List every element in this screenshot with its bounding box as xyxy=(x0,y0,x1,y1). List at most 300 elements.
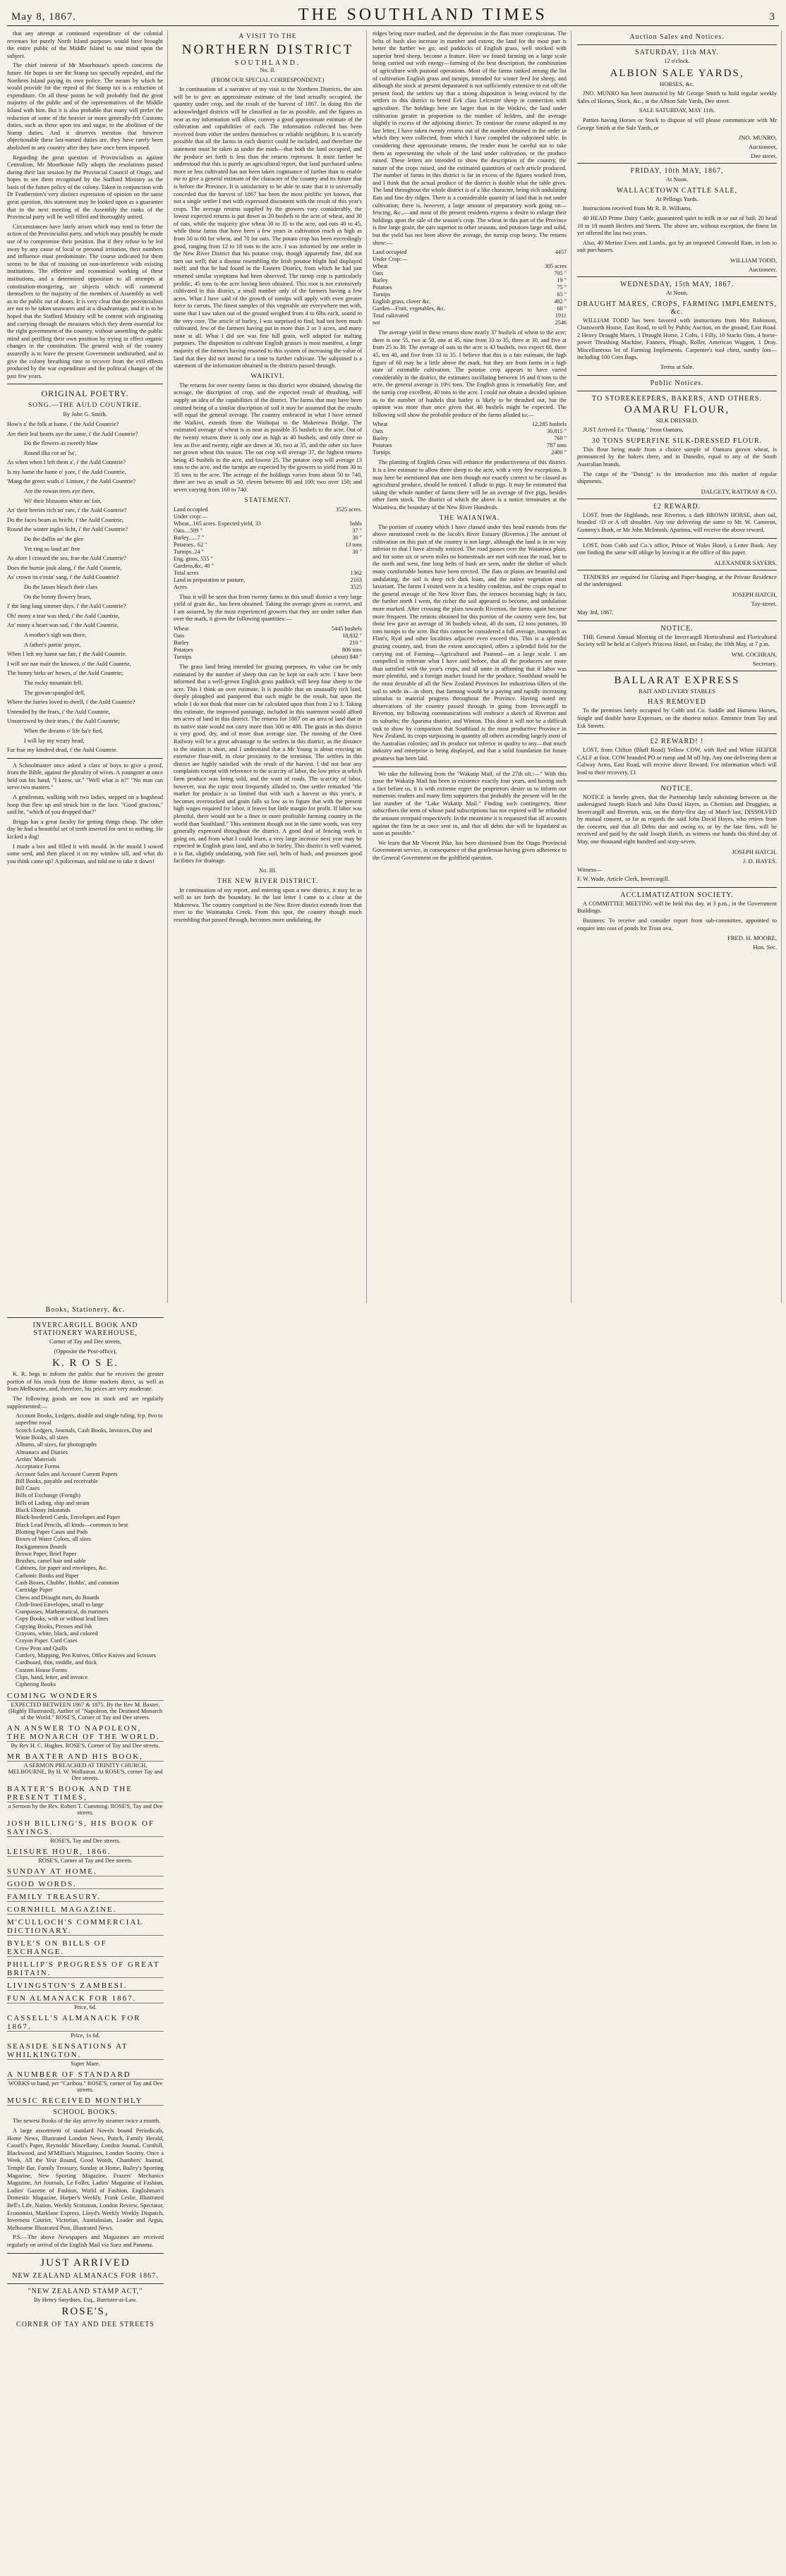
table-row xyxy=(373,305,567,312)
ad-text: The newest Books of the day arrive by steamer twice a month. xyxy=(13,2118,161,2125)
table-row xyxy=(174,584,362,591)
ad-text: 40 HEAD Prime Dairy Cattle, guaranteed quiet to milk in or out of bail; 20 head 10 to 18 month Heifers and Steers. The above are, without exception, the finest lot yet offered the last two years. xyxy=(577,214,777,237)
poetry-heading: ORIGINAL POETRY. xyxy=(41,389,129,399)
row-label: Gardens,&c, 40 " xyxy=(174,562,214,569)
sale-date: SATURDAY, 11th MAY. xyxy=(635,49,719,56)
poem-line: The gowan-spangled dell, xyxy=(24,689,85,696)
stock-item: Bill Cases xyxy=(16,1485,40,1492)
poem-line: Do the faces beam as bricht, i' the Auld Countrie, xyxy=(7,516,124,523)
divider xyxy=(577,44,777,45)
quantities-table xyxy=(174,625,362,661)
book-title: BYLE'S ON BILLS OF EXCHANGE. xyxy=(7,1939,164,1957)
row-value: 60 " xyxy=(557,305,567,312)
article-part: No. II. xyxy=(260,67,276,73)
stock-item: Cartridge Paper xyxy=(16,1587,53,1594)
book-title: MR BAXTER AND HIS BOOK, xyxy=(7,1752,164,1762)
row-value: 2163 xyxy=(350,576,362,583)
poem-line: As' crown its e'enin' sang, i' the Auld Countrie? xyxy=(7,574,119,581)
editorial-paragraph: The chief interest of Mr Moorhouse's speech concerns the future. He hopes to see the Stamp tax specially repealed, and the Northern Island paying its own police. The means by which he would provide for the repeal of the Stamp tax is a reduction of expenditure. On all these points he will probably find the great majority of the public and of the representatives of the Middle Island with him. But it is also probable that many will prefer the reduction of some of the heavier or more generally-felt Customs duties, such as those upon tea and sugar, to the abolition of the Stamp duties. And it deserves mention that however objectionable these last-named duties are, they have rarely been abolished in any country after they have once been imposed. xyxy=(7,62,163,151)
row-label: Wheat...165 acres. Expected yield, 33 xyxy=(174,520,261,527)
anecdote: A gentleman, walking with two ladies, stepped on a hogshead hoop that flew up and struck him in the face. "Good gracious," said he, "which of you dropped that?" xyxy=(7,794,163,816)
section-text: The grass land being intended for grazing purposes, its value can be only estimated by the number of sheep that can be kept on each acre. I have been informed that a well-grown English grass paddock will keep four sheep to the acre. This I think an over estimate. It is possible that on unusually rich land, deeply ploughed and pampered that such might be the result, but upon the whole I do not think that more can be calculated upon than from 2 to 3. Taking this estimate, the improved pasturage, included in this statement would afford ten acres of land in this district. The returns for 1867 on an area of land that in its native state would not carry more than 300 or 400. The grain in this district is very good, dry, and of more than average size. The running of the Oreti Railway will be a great advantage to the settlers in this district, as the distance to the station is short, and I understand that a Mr Young is about erecting an extensive flour-mill, in close proximity to the terminus. The settlers in this district are highly satisfied with the result of the harvest. I did not hear any complaints except with reference to the scarcity of labor, the low price at which farm produce was being sold, and the want of roads. The scarcity of labor, however, was the topic most frequently alluded to. One settler remarked "the market for produce is so limited that with such a harvest as this year's, it becomes overstocked and grain falls so low as to figure that with the present high wages required for labor, it leaves but little margin for profit. If labor was plentiful, there would not be a finer or more profitable farming country in the world than Southland." This sentiment though not in the same words, was very generally expressed throughout the district. A good deal of fencing work is going on, and from what I could learn, a very large increase next year may be expected in English grass land, and also in barley. This district is well watered, it is flat, slightly undulating, with fine soil, belts of bush, and possesses good facilities for drainage. xyxy=(174,664,362,865)
row-label: Barley......7 " xyxy=(174,534,205,541)
table-row xyxy=(373,319,567,326)
row-label: Eng. grass, 555 " xyxy=(174,555,213,562)
ad-text: To the premises lately occupied by Cobb and Co. Saddle and Harness Horses, Single and double horse Expresses, on the shortest notice. Entrance from Tay and Esk Streets. xyxy=(577,707,777,729)
stock-item: Albums, all sizes, for photographs xyxy=(16,1441,97,1448)
song-title: SONG.—THE AULD COUNTRIE. xyxy=(28,402,143,410)
stock-item: Crayon Paper. Card Cases xyxy=(16,1637,78,1644)
ad-text: Business: To receive and consider report from sub-committee, appointed to enquire into cost of ponds for Trout ova. xyxy=(577,917,777,932)
divider xyxy=(577,163,777,164)
book-title: MUSIC RECEIVED MONTHLY xyxy=(7,2096,164,2106)
ad-text: Instructions received from Mr R. B. Williams. xyxy=(583,205,692,212)
poem-line: When the dreams o' life ha'e fied, xyxy=(24,727,104,734)
section-title: THE WAIANIWA. xyxy=(439,514,500,522)
column-editorial xyxy=(7,30,168,1303)
book-title: CORNHILL MAGAZINE. xyxy=(7,1905,164,1915)
poem-line: Does the burnie jouk alang, i' the Auld Countrie, xyxy=(7,564,122,571)
article-paragraph: In continuation of a narrative of my visit to the Northern Districts, the aim will be to give an approximate estimate of the land actually occupied, the quantity under crop, and the result of the harvest of 1867. In doing this the acknowledged districts will be classified as far as possible, and the figures as near as my information will allow, convey a good approximate estimate of the cultivation and capabilities of each. The information collected has been received from either the settlers themselves or reliable neighbors. It is scarcely possible that all the farms in each district could be included, and therefore the statement must be taken as under the mark—that both the land occupied, and the produce set forth is less than the returns represent. It must farther be understood that this is purely an agricultural report, that land purchased unless more or less cultivated has not been taken cognisance of farther than to enable me to give a general estimate of the character of the country and its future that is before the Province. It is satisfactory to be able to state that it is universally conceded that the harvest of 1867 has been the most prolific yet known, that not a single settler I met with expressed discontent with the result of this year's crops. The average returns supplied by the growers vary considerably, the lowest expected returns is put down as 20 bushels to the acre of wheat, and 30 of oats, while the majority give wheat 30 to 35 to the acre, and oats 40 to 45, while those farms that have been a few years in cultivation reach as high as from 50 to 60 for wheat, and 70 for oats. The potato crop has been exceedingly good, ranging from 12 to 18 tons to the acre. I was informed by one settler in the New River District that his potatoe crop, though apparently fine, did not turn out well; that a disease resembling the Irish potatoe blight had displayed itself; and that he had found in the Eastern District, from which he had just returned similar symptoms had been observed. The turnip crop is particularly prolific, 45 tons to the acre having been obtained. This root is not extensively cultivated in this district, a small number only of the farmers having a few acres. What I have said of the growth of turnips will apply with even greater force to carrots. The finest samples of this vegetable are everywhere met with, some that I saw taken out of the ground weighed from 4 to 6lbs each, sound to the very core. The article of barley, I was surprised to find, had not been much cultivated, few of the farmers having put in more than 2 or 3 acres, and many none at all. What I did see was fine full grain, well adapted for malting purposes. The disposition to cultivate English grasses is most manifest, a large majority of the farmers having resorted to this system of increasing the value of land that they did not intend for a time to further cultivate. The subjoined is a statement of the information obtained in the districts passed through. xyxy=(174,86,362,370)
row-value: 37 " xyxy=(352,527,362,534)
book-title: PHILLIP'S PROGRESS OF GREAT BRITAIN. xyxy=(7,1960,164,1978)
ad-address: CORNER OF TAY AND DEE STREETS xyxy=(16,2321,155,2329)
signature: JNO. MUNRO, xyxy=(738,134,777,142)
page-number: 3 xyxy=(769,11,775,23)
poem-line: Yet ring as loud an' free xyxy=(24,545,80,552)
ad-text: K. R. begs to inform the public that he receives the greater portion of his stock from the Home markets direct, as well as from Melbourne, and, therefore, his prices are very moderate. xyxy=(7,1371,164,1393)
masthead xyxy=(7,6,779,26)
stock-item: Bill Books, payable and receivable xyxy=(16,1477,98,1484)
signature-location: Dee street. xyxy=(751,152,777,160)
table-row xyxy=(174,633,362,640)
row-label: Barley xyxy=(373,435,388,442)
poem-line: Where the fairies loved to dwell, i' the Auld Countrie? xyxy=(7,699,135,706)
book-detail: Price, 6d. xyxy=(74,2004,97,2011)
poem-line: 'Mang the green wuds o' Lintore, i' the Auld Countrie? xyxy=(7,478,136,485)
sale-time: At Noon. xyxy=(665,176,689,183)
book-title: JOSH BILLING'S, HIS BOOK OF SAYINGS. xyxy=(7,1819,164,1837)
signature: JOSEPH HATCH, xyxy=(732,590,777,598)
ad-title: ALBION SALE YARDS, xyxy=(610,67,744,79)
stock-item: Carbonic Books and Paper xyxy=(16,1572,79,1579)
table-row xyxy=(373,284,567,291)
stock-item: Copying Books, Presses and Ink xyxy=(16,1623,92,1630)
row-label: Wheat xyxy=(174,625,189,633)
row-label: Wheat xyxy=(373,421,388,428)
ad-subtitle: BAIT AND LIVERY STABLES xyxy=(639,688,715,695)
statement-table xyxy=(174,506,362,591)
row-label: Turnips xyxy=(373,291,391,298)
table-row xyxy=(174,625,362,633)
stock-item: Crow Pens and Quills xyxy=(16,1644,68,1652)
book-detail: By Rev H. C. Hughes. ROSE'S, Corner of Tay and Dee streets. xyxy=(11,1742,160,1750)
poem-line: The bonny birks an' howes, o' the Auld Countrie; xyxy=(7,670,123,677)
book-title: FAMILY TREASURY. xyxy=(7,1893,164,1902)
table-row xyxy=(373,435,567,442)
ad-title: TO STOREKEEPERS, BAKERS, AND OTHERS. xyxy=(592,394,762,403)
signature: JOSEPH HATCH. xyxy=(732,848,777,855)
section-text: The returns for over twenty farms in this district were obtained, showing the acreage, the discription of crop, and the expected result of thrashing, will supply an idea of the capabilities of the district. The farms that may have been omitted being of a similar discription of soil it may be assumed that the results will equal the general average. The country embraced in what I have termed the Waikivi, extends from the Waihopai to the Makerewa Bridge. The estimated average of wheat is as near as possible 35 bushels to the acre. Out of the twenty returns there is only one as high as 40 bushels, and only three so low as five and twenty, eight are down at 30, two at 35, and the other six have not grown wheat this season. The oat crop will average 37, the highest returns being 45 bushels to the acre, and lowest 25. The potatoe crop will average 13 tons to the acre, and the turnips are expected by the growers to yield from 30 to 35 tons to the acre. The acreage of the holdings varies from about 50 to 740, there are two as small as 50, eleven between 80 and 100; two over 150; and seven varying from 160 to 740. xyxy=(174,381,362,494)
book-detail: EXPECTED BETWEEN 1867 & 1875. By the Rev M. Baxter, (Highly Illustrated), Author of "Napoleon, the Destined Monarch of the World." ROSE'S, Corner of Tay and Dee streets. xyxy=(8,1702,163,1721)
row-value: 3525 acres. xyxy=(335,506,362,513)
stock-item: Crayons, white, black, and colored xyxy=(16,1630,98,1637)
ad-title: JUST ARRIVED xyxy=(40,2257,131,2269)
signature: J. D. HAYES. xyxy=(742,857,777,865)
newspaper-title: THE SOUTHLAND TIMES xyxy=(298,6,548,24)
poem-line: I will lay my weary head, xyxy=(24,737,85,744)
stock-item: Copy Books, with or without lead lines xyxy=(16,1616,109,1623)
ad-text: THE General Annual Meeting of the Invercargill Horticultural and Floricultural Society will be held at Colyer's Princess Hotel, on Friday, the 10th May, at 7 p.m. xyxy=(577,633,777,648)
book-title: SEASIDE SENSATIONS AT WHILKINGTON. xyxy=(7,2042,164,2060)
signature-location: Tay-street. xyxy=(751,599,777,607)
poem-line: The rocky mountain fell, xyxy=(24,679,83,686)
table-row xyxy=(174,520,362,527)
column-notices xyxy=(577,30,782,1303)
book-title: BAXTER'S BOOK AND THE PRESENT TIMES, xyxy=(7,1785,164,1802)
article-heading: A VISIT TO THE xyxy=(238,33,297,40)
table-row xyxy=(174,654,362,661)
stock-item: Scotch Ledgers, Journals, Cash Books, Invoices, Day and Waste Books, all sizes xyxy=(16,1427,152,1441)
table-row xyxy=(373,449,567,456)
table-row xyxy=(174,647,362,654)
book-title: A NUMBER OF STANDARD xyxy=(7,2070,164,2080)
ad-title: £2 REWARD! ! xyxy=(650,738,704,746)
anecdote: A Schoolmaster once asked a class of boys to give a proof, from the Bible, against the plurality of wives. A youngster at once held out his hand, "I know, sir." "Well what is it?" "No man can serve two masters." xyxy=(7,762,163,791)
ad-title: HAS REMOVED xyxy=(648,698,706,707)
section-text: Thus it will be seen that from twenty farms in this small district a very large yield of grain &c., has been obtained. Taking the average given as correct, and I am assured, by the most experienced growers that they are under rather than over the mark, it gives the following quantities:— xyxy=(174,593,362,623)
row-value: 3525 xyxy=(350,583,362,590)
row-label: Land occupied xyxy=(373,249,407,256)
poem-line: Round the winter ingles licht, i' the Auld Countrie? xyxy=(7,526,128,533)
ad-text: LOST, from the Highlands, near Riverton, a dark BROWN HORSE, short tail, branded ↑D or A off shoulder. Any one delivering the same to Mr. W. Cameron, Gummy's Bush, or Mr John McIntosh, Aparima, will receive the above reward. xyxy=(577,511,777,533)
row-value: 19 " xyxy=(557,277,567,284)
sale-date: WEDNESDAY, 15th MAY, 1867. xyxy=(619,280,734,288)
stock-item: Bills of Lading, ship and steam xyxy=(16,1499,90,1506)
editorial-paragraph: Circumstances have lately arisen which may tend to fetter the action of the Provincialist party, and which may possibly be made use of to compromise their position. But if they refuse to be led away by any cause of local or personal irritation, their numbers and influence must predominate. The course indicated for them seems to be that of insisting on non-interference with existing institutions. The effective and economical working of these institutions, and a determined opposition to all attempts at constitution-mongering, are objects which will commend themselves to the majority of the members of Assembly as well as to the public out of doors. It is very clear that the provincialists are not to be taken unawares and at a disadvantage, and it is to be hoped that the Stafford Ministry will be content with originating and carrying through the measures which they deem essential for the right government of the country, without unsettling the public mind and perilling their own position by trying to effect organic changes in the constitution. The general wish of the country assuredly is to leave the present Government undisturbed, and to give the colony breathing time to recover from the evil effects produced by the war expenditure and the political changes of the past few years. xyxy=(7,223,163,379)
section-text: The average yield in these returns show nearly 37 bushels of wheat to the acre; there is one 55, two at 50, one at 45, nine from 33 to 35, three at 30, and five at from 25 to 30. The average of oats to the acre is 43 bushels, two expect 60, three 45, ten 40, and five from 33 to 35. I believe that this is a fair estimate, the high figure of 60 may be a little above the mark, but they are from farms in a high state of estimable cultivation. The potatoe crop appears to have varied considerably in the district, the estimates oscillating between 16 and 8 tons to the acre, the general average is 10½ tons. The English grass is remarkably fine, and the turnip crop excellent, 40 tons to the acre. I could not obtain a decided opinion as to the number of bushels that barley is likely to be thrashed out, but the opinion was more than once given that 40 bushels might be expected. The following will show the probable produce of the farms alluded to:— xyxy=(373,329,567,418)
row-value: 12,285 bushels xyxy=(531,421,567,428)
row-value: 65 " xyxy=(557,291,567,298)
stock-item: Chess and Draught men, do Boards xyxy=(16,1594,99,1601)
stock-item: Cuttlery, Mapping, Pen Knives, Office Knives and Scissors xyxy=(16,1652,156,1659)
row-value: 1911 xyxy=(555,312,567,319)
poem-line: A mother's sigh was there, xyxy=(24,631,87,638)
divider xyxy=(577,276,777,277)
row-value: 305 acres xyxy=(544,263,567,270)
table-row xyxy=(174,640,362,647)
ad-text: WILLIAM TODD has been favored with instructions from Mrs Robinson, Chatsworth House, East Road, to sell by Public Auction, on the ground, East Road. 2 Heavy Draught Mares, 1 Draught Horse, 2 Colts, 1 Filly, 10 Stacks Oats, 4 horse-power Thrashing Machine, Fanners, Plough, Roller, American Waggon, 1 Dray. Miscellaneous lot of Farming Implements. Carpenter's tool chest, sundry lots—including 100 Corn Bags. xyxy=(577,317,777,361)
table-row xyxy=(373,442,567,449)
ad-address: (Opposite the Post-office), xyxy=(54,1348,117,1355)
table-row xyxy=(174,570,362,577)
row-value: 30 " xyxy=(352,534,362,541)
table-row xyxy=(373,256,567,263)
ad-title: DRAUGHT MARES, CROPS, FARMING IMPLEMENTS, &c. xyxy=(577,300,777,316)
stock-item: Cabinets, for paper and envelopes, &c. xyxy=(16,1565,108,1572)
signature-role: Auctioneer, xyxy=(749,143,777,151)
row-value: 705 " xyxy=(554,270,567,277)
ad-text: JNO. MUNRO has been instructed by Mr George Smith to hold regular weekly Sales of Horses, Stock, &c., at the Albion Sale Yards, Dee street. xyxy=(577,90,777,104)
row-label: Oats xyxy=(174,633,185,640)
divider xyxy=(577,733,777,734)
table-row xyxy=(174,527,362,535)
stock-list xyxy=(7,1412,164,1688)
table-row xyxy=(373,421,567,428)
row-label: Land in preparation or pasture, xyxy=(174,576,246,583)
table-row xyxy=(174,563,362,570)
row-value: 5445 bushels xyxy=(332,625,362,633)
issue-date: May 8, 1867. xyxy=(11,11,76,23)
ad-title: £2 REWARD. xyxy=(653,502,701,511)
poem-line: As afore I crossed the sea, frae the Auld Countrie? xyxy=(7,555,126,562)
ad-subtitle: At Pellings Yards. xyxy=(655,195,699,202)
row-label: Oats xyxy=(373,428,384,435)
row-value: 13 tons xyxy=(345,541,362,548)
poem-line: Round ilka cot an' ha', xyxy=(24,449,77,456)
table-row xyxy=(373,249,567,256)
poem-line: Are their leal hearts aye the same, i' the Auld Countrie? xyxy=(7,430,138,437)
row-value: bshls xyxy=(350,520,362,527)
divider xyxy=(577,887,777,888)
stock-item: Artists' Materials xyxy=(16,1455,56,1463)
ad-text: LOST, from Clifton (Bluff Road) Yellow COW, with Red and White HEIFER CALF at foot. COW branded PO or rump and M off hip. Any one delivering them at Galway Arms, East Road, will receive above Reward. For information which will lead to their recovery, £1 xyxy=(577,747,778,776)
table-row xyxy=(174,577,362,584)
signature: DALGETY, RATTRAY & CO. xyxy=(701,487,777,495)
row-label: Total acres xyxy=(174,569,199,576)
signature: WILLIAM TODD, xyxy=(730,256,777,264)
row-value: 30,815 " xyxy=(547,428,567,435)
row-value: 18,832 " xyxy=(342,633,362,640)
row-label: Potatoes xyxy=(373,442,392,449)
stock-item: Almanacs and Diaries xyxy=(16,1448,68,1455)
sale-time: 12 o'clock. xyxy=(664,58,690,64)
ad-text: Also, 40 Merino Ewes and Lambs, got by an imported Cotswold Ram, in lots to suit purchasers. xyxy=(577,239,777,254)
divider xyxy=(7,1317,164,1318)
row-label: Turnips xyxy=(373,449,391,456)
ad-title: ACCLIMATIZATION SOCIETY. xyxy=(620,891,734,899)
poem-line: A father's partin' prayer, xyxy=(24,641,81,648)
poem-line: Far frae my kindred dead, i' the Auld Countrie. xyxy=(7,747,118,754)
row-label: Acres xyxy=(174,583,188,590)
ad-text: Parties having Horses or Stock to dispose of will please communicate with Mr George Smith at the Sale Yards, or xyxy=(577,116,777,131)
book-list xyxy=(7,1692,164,2106)
section-text: The portion of country which I have classed under this head extends from the above mentioned creek to the Jacob's River Estuary (Riverton.) The amount of cultivation on this part of the country is not large, although the land is in no way inferior to that I have already noticed. The road passes over the Waianiwa plain, and for some six or seven miles no homesteads are met with near the road, but to the north and west, fine long belts of bush are seen, under the shelter of which many comfortable homes have been erected. The flats or plains are beautiful and undulating, the soil is deep rich dark loam, and the native vegetation most luxuriant. The farms I visited were in a healthy condition, and the crops equal to the general average of the New River flats, the terraces becoming high; in fact, the further north I went, the richer the soil appeared to become, and undulation more marked. After crossing the plain towards Riverton, the farms again become more frequent. The returns obtained for this portion of the country were few, but those few gave an average of 36 bushels wheat, 40 do oats, 12 tons potatoes, 30 tons turnips to the acre. But this cannot be considered a full average, inasmuch as Flint's, Ryal and other localities adjacent even exceed this. This is a splendid grazing country, and, from the extent unoccupied, offers a splendid field for the carrying out of Farming—Agricultural and Pastoral—on a large scale. I am compelled to reiterate what I have said before, that all the producers are more than satisfied with the year's crops, and all unite in affirming that if labor was more plentiful, and a foreign market found for the produce, Southland would be the most desirable of all the New Zealand Provinces for industrious tillers of the soil to settle in—in short, that farming would be a paying and rapidly increasing stimulus to material progress throughout the Province. Having noted my observations of the country passed through in going from Invercargill to Riverton, my following communications will embrace a sketch of Riverton and its suburbs; the Aparima district, and Winton. This done it will not be a difficult task to show by comparison that Southland is the most productive Province in New Zealand, its crops surpassing in quantity all others ascending largely most of the Australian colonies; and its produce not inferior in quality to any—that much industry and enterprise is being displayed, and that a solid foundation for future greatness has been laid. xyxy=(373,523,567,762)
section-title: THE NEW RIVER DISTRICT. xyxy=(217,877,318,885)
stock-item: Cash Boxes, Chubbs', Hobbs', and common xyxy=(16,1579,119,1586)
row-value: 2400 " xyxy=(551,449,567,456)
table-row xyxy=(373,291,567,298)
section-text: ridges being more marked, and the depression in the flats more conspicuous. The belts of bush also increase in number and extent; the land for the most part is better the further we go; and paddocks of English grass, well stocked with superior bred sheep, become a feature. Here we found farming on a large scale being carried out with energy—farming of the best description, the combination of agriculture with pastoral operations. Most of the farms ranked among the list of cultivation English grass and turnips, intended for winter feed for sheep, and although the stock at present depastured is not sufficiently extensive to eat off the present food, the settlers say that a strong disposition is being evinced by the settlers in this district to breed Eek class Leicester sheep in connection with agriculture. The holdings here are larger than in the Waikivi, the land under cultivation greater in proportion to the number of holders, and the average slightly in excess of the adjoining district. To continue the course adopted in my last letter, I have taken twenty returns out of the number obtained in the order in which they were collected, from which I have compiled the subjoined table. In considering these approximate returns, the reader must be careful not to take them as representing the whole of the land under cultivation, or the produce raised. These letters are intended to show the description of the country, the nature of the crops raised, and the estimated quantities of each article produced. The number of farms in this district is far in excess of the figures worked from, and I think that the actual produce of the district is double what the table gives. The land throughout the whole district is of a like character, being rich undulating flats and fine dry ridges. There is a considerable quantity of land that is not under cultivation; there is, however, a large amount of preparatory work going on—fencing, &c.,—and most of the present residents express a desire to enlarge their holdings upon the sale of the season's crop. The wheat in this part of the Province is fine large grain, the oats superior to other seasons, and potatoes large and solid, but the yield has not been above the average, the turnip crop heavy. The returns show:— xyxy=(373,30,567,246)
table-row xyxy=(373,270,567,277)
sale-time: At Noon. xyxy=(665,289,689,296)
ad-text: A COMMITTEE MEETING will be held this day, at 3 p.m., in the Government Buildings. xyxy=(577,900,777,915)
book-detail: ROSE'S, Corner of Tay and Dee streets. xyxy=(38,1857,133,1864)
book-detail: A SERMON PREACHED AT TRINITY CHURCH, MELBOURNE, By H. W. Wollaston. At ROSE'S, corner Tay and Dee streets. xyxy=(8,1762,163,1782)
book-title: COMING WONDERS xyxy=(7,1692,164,1701)
divider xyxy=(577,375,777,376)
columns xyxy=(7,30,779,2576)
stock-item: Blotting Paper Cases and Pads xyxy=(16,1528,88,1535)
book-title: SUNDAY AT HOME. xyxy=(7,1867,164,1876)
row-value: 75 " xyxy=(557,284,567,291)
poem-line: As when when I left them a', i' the Auld Countrie? xyxy=(7,459,126,466)
stock-item: Cloth-lined Envelopes, small to large xyxy=(16,1601,104,1608)
ad-title: K. R O S E. xyxy=(52,1357,119,1369)
column-visit xyxy=(174,30,367,1303)
book-detail: a Sermon by the Rev. Robert T. Cumming. ROSE'S, Tay and Dee streets. xyxy=(8,1803,163,1817)
auction-heading: Auction Sales and Notices. xyxy=(629,33,725,41)
row-label: Land occupied xyxy=(174,506,208,513)
ad-date: May 3rd, 1867. xyxy=(577,609,614,616)
row-label: Oats....509 " xyxy=(174,527,202,534)
row-value: 482 " xyxy=(554,298,567,305)
stock-item: Black Lead Pencils, all kinds—common to best xyxy=(16,1521,128,1528)
row-label: Garden—Fruit, vegetables, &c. xyxy=(373,305,445,312)
row-label: English grass, clover &c. xyxy=(373,298,431,305)
article-region: SOUTHLAND. xyxy=(234,59,301,67)
divider xyxy=(7,758,163,759)
ad-title: 30 TONS SUPERFINE SILK-DRESSED FLOUR. xyxy=(591,437,763,445)
ad-text: The following goods are now in stock and are regularly supplemented:— xyxy=(7,1395,164,1410)
row-label: Barley xyxy=(373,277,388,284)
ad-subtitle: HORSES, &c. xyxy=(660,80,694,87)
stock-item: Backgammon Boards xyxy=(16,1543,67,1550)
table-row xyxy=(174,535,362,542)
editorial-paragraph: Regarding the great question of Provincialism as against Centralism, Mr Moorhouse fully adopts the resolutions passed during their last session by the Provincial Council of Otago, and hopes to see them recognised by the Stafford Ministry as the basis of the future policy of the colony. Taken in conjunction with Dr Featherston's very distinct expression of opinion on the same great question, this statement may be looked upon as a guarantee that in the next meeting of the Assembly the ranks of the Provincial party will be well filled and thoroughly united. xyxy=(7,154,163,221)
poem-line: Do the lasses bleach their claes xyxy=(24,584,98,590)
ad-title: ROSE'S, xyxy=(61,2306,109,2318)
row-value: 2546 xyxy=(555,319,567,326)
ad-text: JUST Arrived Ex "Danzig," from Oamaru, xyxy=(583,427,684,434)
table-row xyxy=(174,513,362,520)
row-label: not xyxy=(373,319,380,326)
stock-item: Bills of Exchange (Forugh) xyxy=(16,1492,80,1499)
poem-line: Untended by the fears, i' the Auld Countrie, xyxy=(7,708,110,715)
news-item: We take the following from the "Wakatip Mail, of the 27th ult.:—" With this issue the Wakatip Mail has been in existence exactly four years, and having such a fact before us, it is with extreme regret the proprietors desire us to inform our numerous readers and many firm supporters that probably the present will be the last number of the "Lake Wakatip Mail." Finding such contingency, those subscribers the term of whose paid subscriptions has not expired will be refunded the amount overpaid respectively. In the meantime it is requested that all accounts against the firm be at once sent in, and that all debts due will be liquidated as soon as possible." xyxy=(373,770,567,837)
ad-title: "NEW ZEALAND STAMP ACT," xyxy=(28,2287,143,2295)
table-row xyxy=(373,263,567,270)
signature: ALEXANDER SAYERS. xyxy=(714,558,777,566)
book-detail: WORKS to hand, per "Caribou." ROSE'S, corner of Tay and Dee streets. xyxy=(8,2080,163,2094)
books-heading: Books, Stationery, &c. xyxy=(45,1306,126,1314)
witness-label: Witness— xyxy=(577,866,603,873)
statement-title: STATEMENT. xyxy=(244,496,291,504)
row-label: Total cultivated xyxy=(373,312,409,319)
stock-item: Black-bordered Cards, Envelopes and Paper xyxy=(16,1514,121,1521)
anecdote: Briggs has a great faculty for getting things cheap. The other day he had a beautiful set of teeth inserted for next to nothing. He kicked a dog! xyxy=(7,818,163,841)
editorial-text xyxy=(7,30,163,380)
stock-item: Black Ebony Inkstands xyxy=(16,1507,71,1514)
poem-line: Are the rowan trees aye there, xyxy=(24,488,95,495)
book-title: GOOD WORDS. xyxy=(7,1880,164,1889)
row-value: 806 tons xyxy=(342,647,362,654)
poem-line: I' the lang lang simmer days, i' the Auld Countrie? xyxy=(7,603,126,610)
poem-line: I will see nae mair the knowes, o' the Auld Countrie, xyxy=(7,660,131,667)
ad-text: This flour being made from a choice sample of Oamaru grown wheat, is pronounced by the bakers there, and in Dunedin, equal to any of the South Australian brands. xyxy=(577,446,777,468)
song-author: By John G. Smith. xyxy=(63,411,107,418)
row-value: 4457 xyxy=(555,249,567,256)
row-label: Wheat xyxy=(373,263,388,270)
row-value: 760 " xyxy=(554,435,567,442)
ad-title: OAMARU FLOUR, xyxy=(624,403,730,415)
divider xyxy=(577,538,777,539)
poem-line: On the bonny flowery braes, xyxy=(24,593,92,600)
signature: WM. COCHRAN, xyxy=(731,650,777,658)
book-title: LIVINGSTON'S ZAMBESI. xyxy=(7,1982,164,1991)
ad-title: SCHOOL BOOKS. xyxy=(53,2108,118,2117)
sale-date: FRIDAY, 10th MAY, 1867, xyxy=(630,167,724,176)
ad-title: NOTICE. xyxy=(660,784,694,793)
news-item: We learn that Mr Vincent Pike, has been dismissed from the Otago Provincial Government service, in consequence of that gentleman having given adherence to the General Government on the goldfield question. xyxy=(373,839,567,862)
book-detail: ROSE'S, Tay and Dee streets. xyxy=(50,1838,121,1845)
poem-line: How's a' the folk at hame, i' the Auld Countrie? xyxy=(7,420,119,427)
ad-text: LOST, from Cobb and Co.'s office, Prince of Wales Hotel, a Letter Book. Any one finding the same will oblige by leaving it at the office of this paper. xyxy=(577,542,777,556)
table-row xyxy=(174,506,362,513)
row-label: Under Crop:— xyxy=(373,256,408,263)
public-notices-heading: Public Notices. xyxy=(650,379,704,387)
book-title: FUN ALMANACK FOR 1867. xyxy=(7,1994,164,2003)
table-row xyxy=(174,556,362,563)
column-continued xyxy=(373,30,572,1303)
book-detail: Price, 1s 6d. xyxy=(71,2032,100,2039)
row-value: 30 " xyxy=(352,548,362,555)
witness-name: F. W. Wade, Article Clerk, Invercargill. xyxy=(577,876,670,883)
poem-line: An' mony a heart was sad, i' the Auld Countrie, xyxy=(7,622,119,629)
divider xyxy=(7,2283,164,2284)
table-row xyxy=(174,542,362,549)
ad-title: BALLARAT EXPRESS xyxy=(614,674,740,686)
table-row xyxy=(174,549,362,556)
stock-item: Custom House Forms xyxy=(16,1666,68,1673)
ad-text: P.S.—The above Newspapers and Magazines are received regularly on arrival of the English Mail via Suez and Panama. xyxy=(7,2234,164,2248)
stock-item: Account Sales and Account Current Papers xyxy=(16,1470,118,1477)
poem-line: Do the flowers as sweetly blaw xyxy=(24,440,98,447)
row-label: Barley xyxy=(174,640,189,647)
row-value: 1362 xyxy=(350,569,362,576)
poem-line: Wi' their blossoms white an' fair, xyxy=(24,497,102,504)
book-title: AN ANSWER TO NAPOLEON, THE MONARCH OF THE WORLD. xyxy=(7,1724,164,1742)
ad-text: Terms at Sale. xyxy=(660,364,694,371)
ad-address: Corner of Tay and Dee streets, xyxy=(49,1338,122,1345)
book-title: LEISURE HOUR, 1866. xyxy=(7,1848,164,1857)
stock-item: Clips, hand, letter, and invoice xyxy=(16,1673,88,1680)
stock-item: Cardboard, thin, middle, and thick xyxy=(16,1659,97,1666)
signature-role: Hon. Sec. xyxy=(753,944,777,951)
row-label: Turnips xyxy=(174,654,192,661)
ad-text: The cargo of the "Danzig" is the introduction into this market of regular shipments. xyxy=(577,470,777,485)
ad-text: By Henry Smythies, Esq., Barrister-at-Law. xyxy=(33,2296,138,2303)
signature-role: Auctioneer. xyxy=(749,265,777,273)
poem-line: Is my hame the hame o' yore, i' the Auld Countrie, xyxy=(7,468,126,475)
row-label: Turnips..24 " xyxy=(174,548,204,555)
stock-item: Account Books, Ledgers, double and single ruling, fcp. 8vo to superfine royal xyxy=(16,1412,163,1427)
article-title: NORTHERN DISTRICT xyxy=(181,42,354,57)
row-label: Potatoes xyxy=(373,284,392,291)
book-title: CASSELL'S ALMANACK FOR 1867. xyxy=(7,2014,164,2032)
anecdotes xyxy=(7,762,163,866)
column-books xyxy=(7,1303,168,2576)
table-row xyxy=(373,298,567,305)
poem-line: Do the daffin an' the glee xyxy=(24,536,84,543)
ad-title: INVERCARGILL BOOK AND STATIONERY WAREHOUSE, xyxy=(32,1321,138,1337)
stock-item: Brushes, camel hair and sable xyxy=(16,1558,86,1565)
article-text xyxy=(174,86,362,370)
ad-title: NOTICE. xyxy=(660,624,694,633)
stock-item: Brown Paper, Brief Paper xyxy=(16,1550,77,1557)
row-label: Oats xyxy=(373,270,384,277)
article-part: No. III. xyxy=(259,867,277,874)
